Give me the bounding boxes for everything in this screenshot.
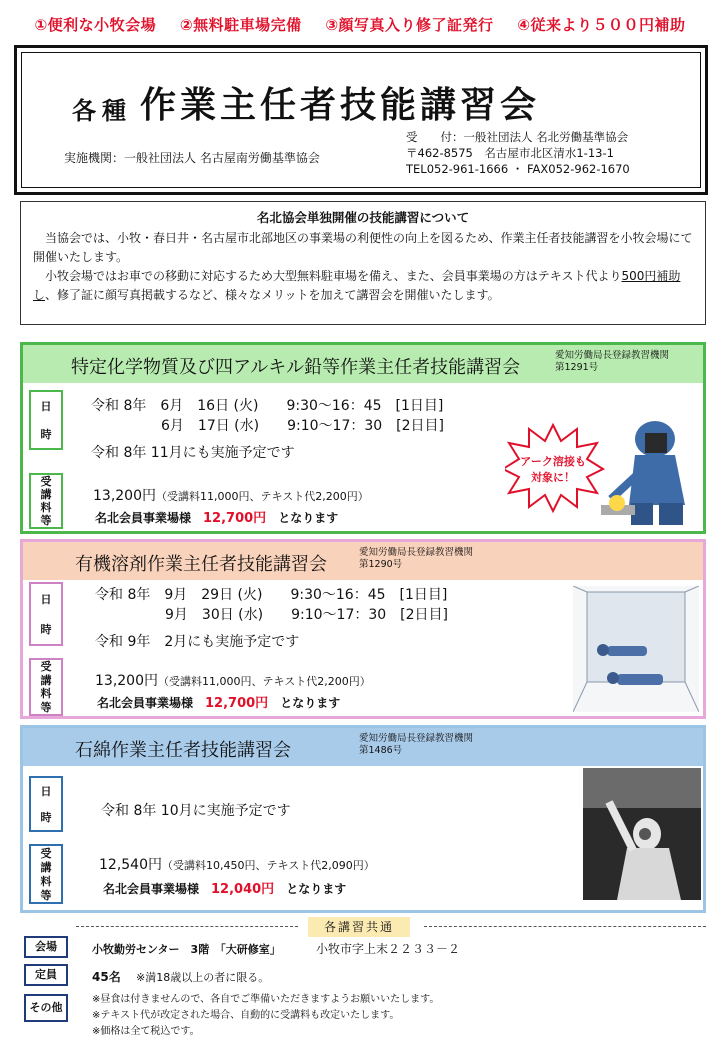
fee-label-char: 等	[40, 888, 52, 902]
benefit-3: ③顔写真入り修了証発行	[325, 16, 494, 34]
benefit-2: ②無料駐車場完備	[179, 16, 302, 34]
venue-label: 会場	[24, 936, 68, 958]
reception-info	[406, 129, 686, 177]
registration-number: 第1290号	[359, 559, 403, 570]
divider-left	[76, 926, 298, 927]
fee-label-char: 料	[40, 687, 52, 701]
fee-label-char: 料	[40, 501, 52, 514]
date-label	[29, 776, 63, 832]
schedule-day-1: 令和 8年 9月 29日 (火) 9:30～16：45 [1日目]	[95, 587, 448, 603]
benefit-4: ④従来より５００円補助	[517, 16, 686, 34]
venue: 小牧勤労センター 3階 「大研修室」	[92, 943, 281, 956]
common-section-bar	[76, 917, 706, 937]
fee-label	[29, 658, 63, 716]
price: 13,200円	[93, 488, 156, 504]
date-label	[29, 582, 63, 646]
registration-line: 愛知労働局長登録教習機関	[359, 547, 474, 558]
registration-number: 第1486号	[359, 745, 403, 756]
header-inner-border	[21, 52, 701, 188]
badge-starburst	[505, 425, 603, 511]
benefit-1: ①便利な小牧会場	[34, 16, 157, 34]
member-price-line	[95, 507, 338, 526]
note-lunch: ※昼食は付きませんので、各自でご準備いただきますようお願いいたします。	[92, 994, 440, 1005]
divider-right	[424, 926, 706, 927]
course-asbestos	[20, 725, 706, 913]
common-label: 各講習共通	[308, 917, 410, 937]
schedule-day-2: 6月 17日 (水) 9:10～17：30 [2日目]	[91, 418, 444, 434]
course-header	[23, 542, 703, 580]
header-box	[14, 45, 708, 195]
fee-label	[29, 844, 63, 904]
fee-label-char: 講	[40, 488, 52, 501]
fee-label-char: 講	[40, 673, 52, 687]
organizer: 実施機関：一般社団法人 名古屋南労働基準協会	[64, 151, 320, 165]
extra-schedule: 令和 8年 11月にも実施予定です	[91, 445, 295, 461]
schedule-day-2: 9月 30日 (水) 9:10～17：30 [2日目]	[95, 607, 448, 623]
price-line	[93, 485, 369, 505]
fee-label-char: 料	[40, 874, 52, 888]
date-label-char: 時	[40, 427, 52, 441]
date-label-char: 時	[40, 622, 52, 636]
member-price-line	[97, 692, 340, 711]
course-specified-chemicals	[20, 342, 706, 534]
page-title: 作業主任者技能講習会	[140, 85, 541, 126]
welder-illustration	[505, 419, 701, 531]
course-title: 特定化学物質及び四アルキル鉛等作業主任者技能講習会	[71, 357, 521, 378]
capacity-label: 定員	[24, 964, 68, 986]
date-label-char: 日	[40, 592, 52, 606]
confined-space-illustration	[573, 586, 699, 712]
registration-info	[555, 350, 669, 374]
member-price-line	[103, 878, 346, 897]
extra-schedule: 令和 8年 10月に実施予定です	[101, 803, 291, 819]
member-label: 名北会員事業場様	[95, 511, 192, 525]
date-label-char: 日	[40, 399, 52, 413]
price-line	[95, 670, 371, 690]
member-price: 12,700円	[203, 511, 267, 526]
fee-label-char: 講	[40, 860, 52, 874]
fee-label-char: 受	[40, 475, 52, 488]
notice-para-1: 当協会では、小牧・春日井・名古屋市北部地区の事業場の利便性の向上を図るため、作業主任者技能講習を小牧会場にて開催いたします。	[33, 231, 693, 264]
fee-label-char: 受	[40, 660, 52, 674]
benefits-line	[0, 14, 720, 35]
badge-text-1: アーク溶接も	[520, 456, 586, 468]
registration-number: 第1291号	[555, 362, 599, 373]
member-price: 12,040円	[211, 882, 275, 897]
fee-label-char: 等	[40, 514, 52, 527]
fee-label-char: 受	[40, 846, 52, 860]
registration-info	[359, 733, 473, 757]
fee-label-char: 等	[40, 700, 52, 714]
other-label: その他	[24, 994, 68, 1022]
price: 12,540円	[99, 857, 162, 873]
notice-box	[20, 201, 706, 325]
title-prefix: 各種	[72, 97, 132, 125]
member-suffix: となります	[278, 511, 339, 525]
course-header	[23, 728, 703, 766]
capacity-note: ※満18歳以上の者に限る。	[136, 971, 270, 984]
member-price: 12,700円	[205, 696, 269, 711]
member-label: 名北会員事業場様	[103, 882, 200, 896]
registration-line: 愛知労働局長登録教習機関	[359, 733, 474, 744]
course-title: 石綿作業主任者技能講習会	[75, 740, 291, 761]
price-detail: （受講料11,000円、テキスト代2,200円）	[158, 675, 371, 688]
member-suffix: となります	[286, 882, 347, 896]
reception-phone: TEL052-961-1666 ・ FAX052-962-1670	[406, 162, 630, 176]
notice-para-2b: 、修了証に顔写真掲載するなど、様々なメリットを加えて講習会を開催いたします。	[45, 288, 500, 302]
reception-address: 〒462-8575 名古屋市北区清水1-13-1	[406, 146, 614, 160]
reception-line: 受 付：一般社団法人 名北労働基準協会	[406, 130, 629, 144]
registration-line: 愛知労働局長登録教習機関	[555, 350, 670, 361]
capacity: 45名	[92, 970, 121, 984]
notice-para-2	[33, 267, 693, 305]
schedule-day-1: 令和 8年 6月 16日 (火) 9:30～16：45 [1日目]	[91, 398, 444, 414]
member-suffix: となります	[280, 696, 341, 710]
price-line	[99, 854, 375, 874]
notice-para-2a: 小牧会場ではお車での移動に対応するため大型無料駐車場を備え、また、会員事業場の方はテキスト代より	[45, 269, 622, 283]
price: 13,200円	[95, 673, 158, 689]
course-header	[23, 345, 703, 383]
welder-figure	[601, 421, 685, 525]
price-detail: （受講料10,450円、テキスト代2,090円）	[162, 859, 375, 872]
date-label-char: 日	[40, 784, 52, 798]
registration-info	[359, 547, 473, 571]
member-label: 名北会員事業場様	[97, 696, 194, 710]
course-organic-solvents	[20, 539, 706, 719]
course-title: 有機溶剤作業主任者技能講習会	[75, 554, 327, 575]
note-text-fee: ※テキスト代が改定された場合、自動的に受講料も改定いたします。	[92, 1010, 400, 1021]
notice-subsidy: 500円補助し	[33, 269, 681, 302]
date-label	[29, 390, 63, 450]
notice-heading: 名北協会単独開催の技能講習について	[256, 210, 470, 225]
asbestos-worker-photo	[583, 768, 701, 900]
fee-label	[29, 473, 63, 529]
venue-address: 小牧市字上末２２３３－２	[316, 942, 461, 956]
date-label-char: 時	[40, 810, 52, 824]
extra-schedule: 令和 9年 2月にも実施予定です	[95, 634, 300, 650]
badge-text-2: 対象に！	[531, 472, 575, 484]
note-tax: ※価格は全て税込です。	[92, 1026, 200, 1037]
price-detail: （受講料11,000円、テキスト代2,200円）	[156, 490, 369, 503]
